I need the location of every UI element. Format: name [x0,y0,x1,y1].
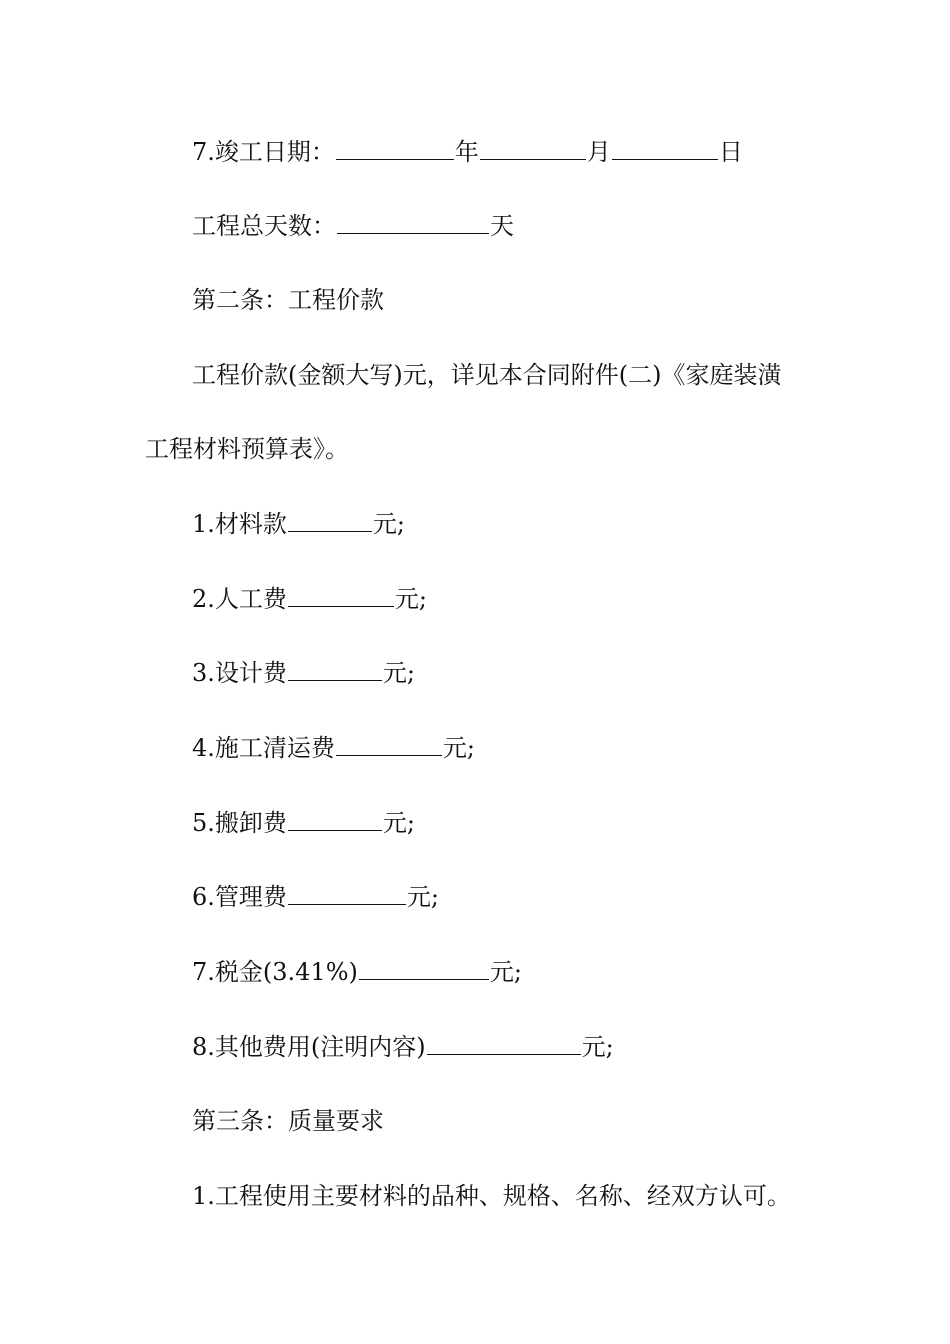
month-label: 月 [586,138,611,166]
fee-unit: 元; [394,585,427,613]
fee-label: 6.管理费 [192,883,287,911]
day-blank [612,137,718,160]
fee-unit: 元; [382,809,415,837]
fee-label: 1.材料款 [192,510,287,538]
fee-item [192,1032,614,1062]
fee-label: 5.搬卸费 [192,809,287,837]
fee-unit: 元; [442,734,475,762]
completion-date-label: 7.竣工日期： [192,138,335,166]
month-blank [480,137,586,160]
fee-blank [288,658,382,681]
fee-label: 7.税金(3.41%) [192,958,358,986]
price-paragraph-line-2: 工程材料预算表》。 [145,435,349,463]
fee-item [192,808,415,838]
fee-blank [359,957,489,980]
year-label: 年 [454,138,479,166]
day-label: 日 [718,138,743,166]
article-two-heading: 第二条：工程价款 [192,286,384,314]
total-days-blank [337,211,489,234]
fee-unit: 元; [581,1033,614,1061]
article-three-heading: 第三条：质量要求 [192,1107,384,1135]
completion-date-line [192,137,743,167]
fee-label: 2.人工费 [192,585,287,613]
fee-item [192,509,405,539]
quality-clause-1: 1.工程使用主要材料的品种、规格、名称、经双方认可。 [192,1182,791,1210]
fee-blank [427,1032,581,1055]
fee-item [192,882,439,912]
total-days-line [192,211,514,241]
price-paragraph-line-1: 工程价款(金额大写)元，详见本合同附件(二)《家庭装潢 [192,361,782,389]
fee-blank [288,882,406,905]
fee-blank [288,808,382,831]
fee-blank [336,733,442,756]
fee-label: 8.其他费用(注明内容) [192,1033,426,1061]
fee-unit: 元; [489,958,522,986]
fee-blank [288,509,372,532]
fee-label: 3.设计费 [192,659,287,687]
fee-item [192,957,522,987]
fee-label: 4.施工清运费 [192,734,335,762]
year-blank [336,137,454,160]
fee-item [192,733,475,763]
total-days-label: 工程总天数： [192,212,336,240]
fee-unit: 元; [372,510,405,538]
fee-unit: 元; [382,659,415,687]
days-unit: 天 [490,212,514,240]
fee-blank [288,584,394,607]
fee-item [192,584,427,614]
fee-unit: 元; [406,883,439,911]
fee-item [192,658,415,688]
